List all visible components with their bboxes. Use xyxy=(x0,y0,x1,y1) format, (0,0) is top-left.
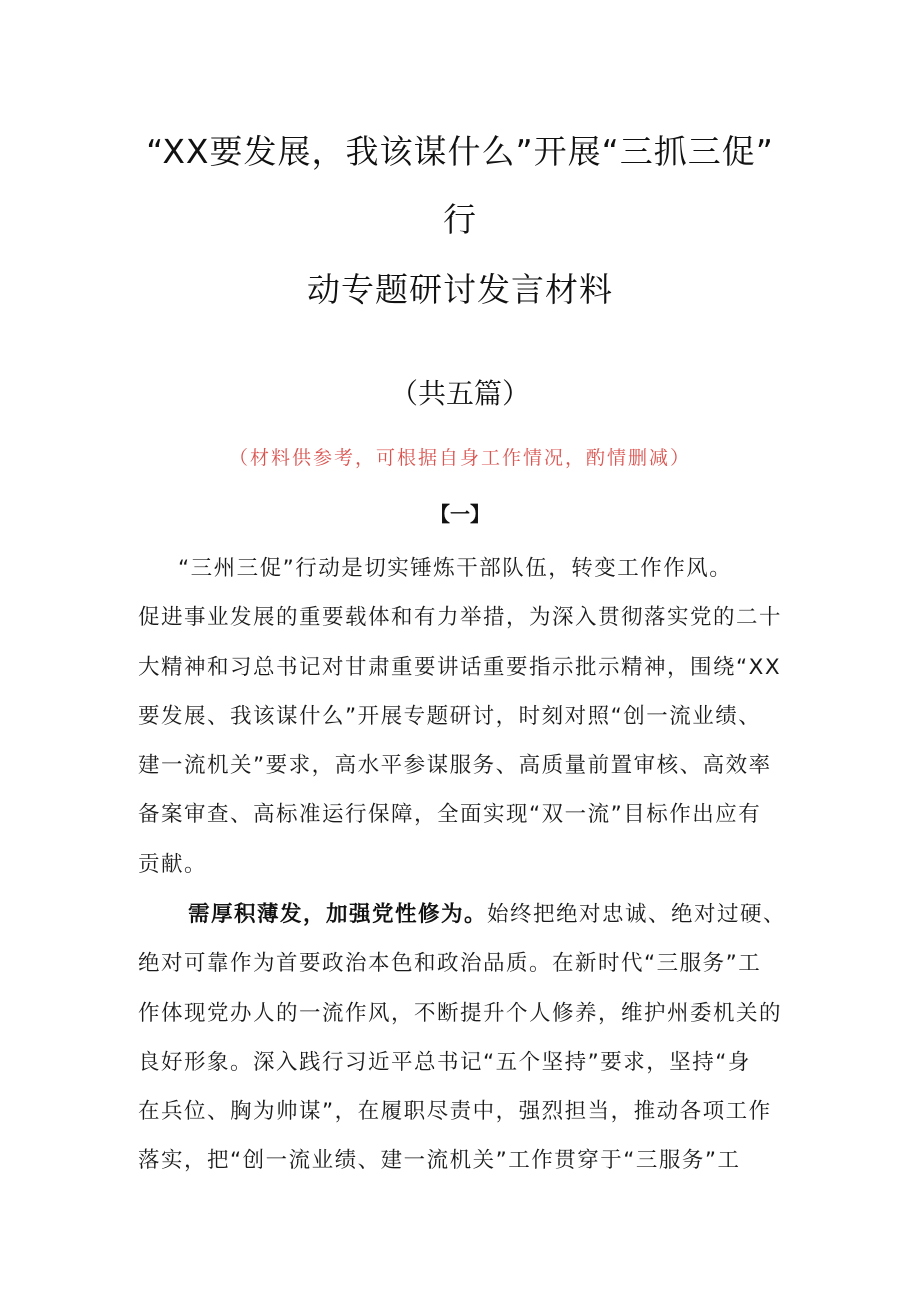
paragraph-line: 作体现党办人的一流作风，不断提升个人修养，维护州委机关的 xyxy=(138,1000,783,1026)
paragraph-line: 建一流机关”要求，高水平参谋服务、高质量前置审核、高效率 xyxy=(138,753,772,779)
section-marker: 【一】 xyxy=(430,502,490,526)
paragraph-line: 备案审查、高标准运行保障，全面实现“双一流”目标作出应有 xyxy=(138,802,762,828)
paragraph-intro xyxy=(138,544,788,889)
paragraph-line: 绝对可靠作为首要政治本色和政治品质。在新时代“三服务”工 xyxy=(138,951,762,977)
document-title-line-2: 行 xyxy=(443,200,477,239)
paragraph-line: 在兵位、胸为帅谋”，在履职尽责中，强烈担当，推动各项工作 xyxy=(138,1099,772,1125)
paragraph-line: 贡献。 xyxy=(138,851,208,877)
paragraph-first-line xyxy=(138,890,788,939)
paragraph-first-line-rest: 始终把绝对忠诚、绝对过硬、 xyxy=(487,902,787,927)
paragraph-line: 良好形象。深入践行习近平总书记“五个坚持”要求，坚持“身 xyxy=(138,1049,751,1075)
document-title-line-1: “XX要发展，我该谋什么”开展“三抓三促” xyxy=(146,132,774,171)
paragraph-line: 要发展、我该谋什么”开展专题研讨，时刻对照“创一流业绩、 xyxy=(138,703,762,729)
document-title-line-3: 动专题研讨发言材料 xyxy=(307,270,613,309)
paragraph-line: 落实，把“创一流业绩、建一流机关”工作贯穿于“三服务”工 xyxy=(138,1148,741,1174)
paragraph-party-cultivation xyxy=(138,890,788,1186)
paragraph-line: “三州三促”行动是切实锤炼干部队伍，转变工作作风。 xyxy=(178,556,733,581)
reference-note: （材料供参考，可根据自身工作情况，酌情删减） xyxy=(228,447,691,469)
paragraph-line: 促进事业发展的重要载体和有力举措，为深入贯彻落实党的二十 xyxy=(138,605,783,631)
paragraph-line: 大精神和习总书记对甘肃重要讲话重要指示批示精神，围绕“XX xyxy=(138,654,782,680)
document-subtitle: （共五篇） xyxy=(389,377,530,410)
paragraph-lead-heading: 需厚积薄发，加强党性修为。 xyxy=(188,902,488,927)
